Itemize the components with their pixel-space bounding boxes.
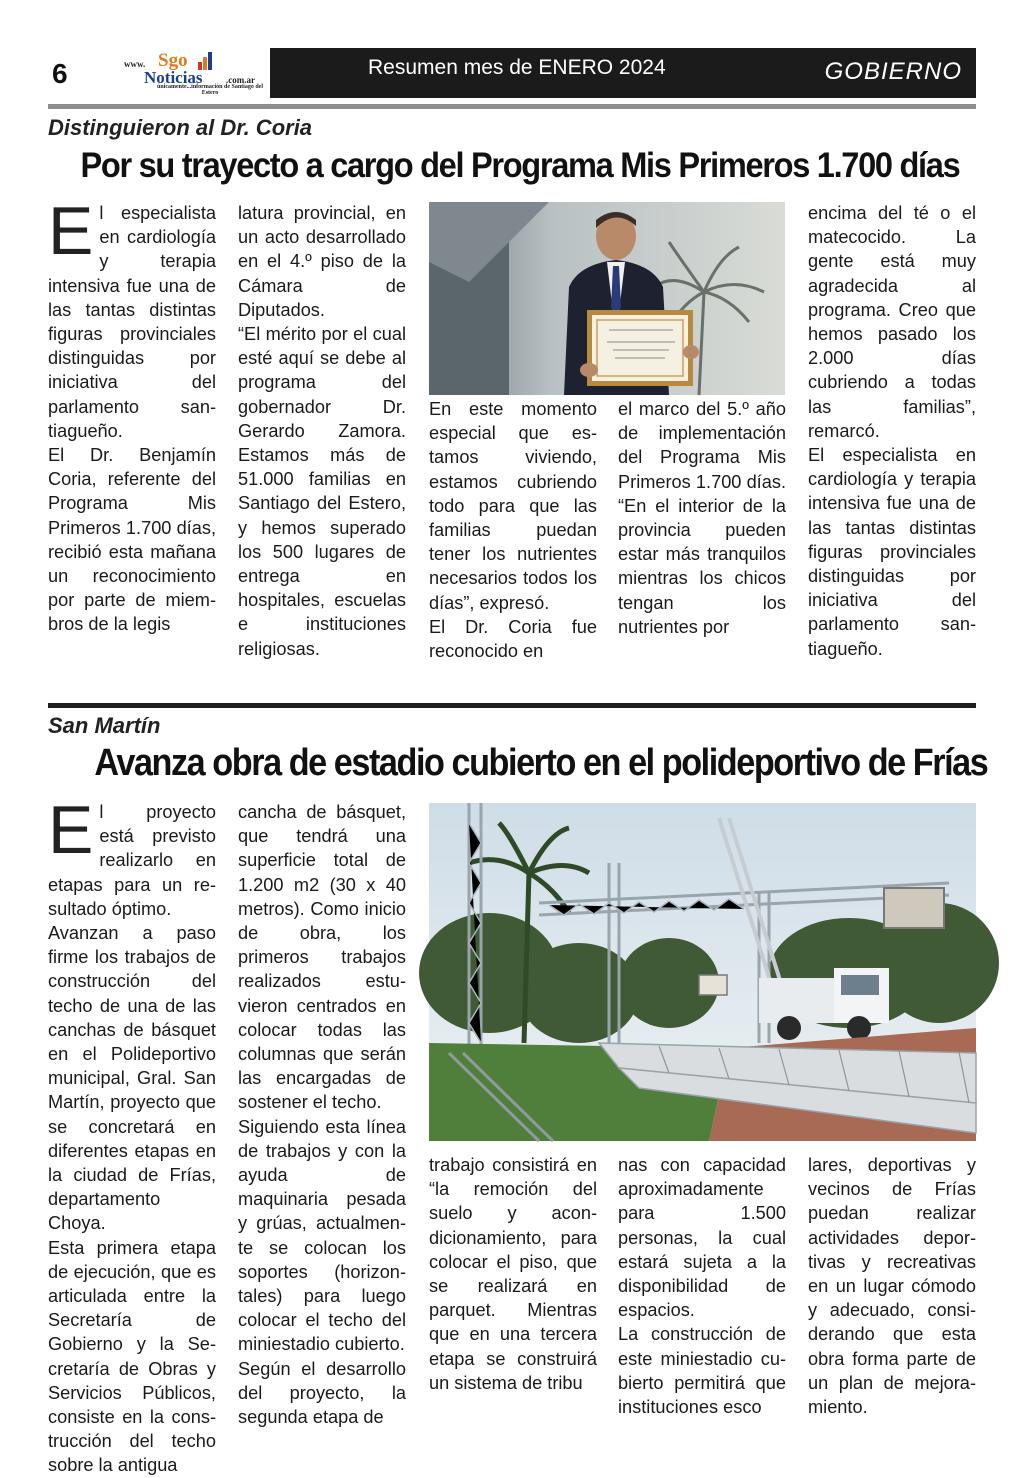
article1-paragraph: En este momento especial que estamos viviendo, estamos cubriendo todo para que las familias puedan tener los nutrientes necesarios todos los días”, expresó. [429,399,597,613]
article2-paragraph: Esta primera etapa de ejecución, que es articulada entre la Secretaría de Gobierno y la Secretaría de Obras y Servicios Públicos, consiste en la construcción del techo sobre la antigua [48,1237,216,1476]
article2-paragraph: La construcción de este miniestadio cubierto permitirá que instituciones esco [618,1324,786,1418]
article2-paragraph: Según el desarrollo del proyecto, la segunda etapa de [238,1358,406,1428]
logo-tagline: únicamente...información de Santiago del Estero [157,84,263,96]
article2-dropcap: E [48,792,94,868]
article2-headline: Avanza obra de estadio cubierto en el polideportivo de Frías [94,742,988,784]
logo-brand-top: Sgo [158,50,188,71]
article2-column-1 [48,792,216,1478]
article2-kicker: San Martín [48,713,161,738]
article2-paragraph: trabajo consistirá en “la remoción del suelo y acondicionamiento, para colocar el piso, que se realizará en parquet. Mientras que en una tercera etapa se construirá un sistema de tribu [429,1155,597,1393]
article1-column-3 [429,397,597,663]
article1-column-1 [48,193,216,637]
article1-column-2 [238,201,406,661]
article1-headline: Por su trayecto a cargo del Programa Mis Primeros 1.700 días [80,146,960,185]
article1-paragraph: El Dr. Benjamín Coria, referente del Programa Mis Primeros 1.700 días, recibió esta mañana un reconocimiento por parte de miembros de la legis [48,445,216,635]
article1-paragraph: el marco del 5.º año de implementación del Programa Mis Primeros 1.700 días. “En el interior de la provincia pueden estar más tranquilos mientras los chicos tengan los nutrientes por [618,399,786,637]
article2-column-4 [618,1153,786,1419]
page-number: 6 [52,58,68,89]
article2-column-5 [808,1153,976,1419]
article2-column-3 [429,1153,597,1395]
coria-portrait-photo [429,202,785,395]
article1-column-4 [618,397,786,639]
article2-paragraph: lares, deportivas y vecinos de Frías puedan realizar actividades deportivas y recreativas en un lugar cómodo y adecuado, considerando que esta obra forma parte de un plan de mejoramiento. [808,1155,976,1418]
logo-domain: .com.ar [226,75,255,85]
issue-month: Resumen mes de ENERO 2024 [368,56,666,79]
article1-dropcap: E [48,193,94,269]
article2-paragraph: Siguiendo esta línea de trabajos y con la ayuda de maquinaria pesada y grúas, actualmente se colocan los soportes (horizontales) para luego colocar el techo del miniestadio cubierto. [238,1116,406,1355]
article2-paragraph: Avanzan a paso firme los trabajos de construcción del techo de una de las canchas de básquet en el Polideportivo municipal, Gral. San Martín, proyecto que se concretará en diferentes etapas en la ciudad de Frías, departamento Choya. [48,923,216,1234]
article2-paragraph: nas con capacidad aproximadamente para 1.500 personas, la cual estará sujeta a la disponibilidad de espacios. [618,1155,786,1321]
section-title: GOBIERNO [824,58,962,85]
logo-brand-bottom: Noticias [144,68,203,87]
header-rule [48,104,976,109]
article1-paragraph: El especialista en cardiología y terapia intensiva fue una de las tantas distintas figuras provinciales distinguidas por iniciativa del parlamento santiagueño. [808,445,976,659]
header-bar [270,48,976,98]
article1-paragraph: latura provincial, en un acto desarrollado en el 4.º piso de la Cámara de Diputados. [238,203,406,320]
logo-www: www. [124,59,146,69]
article2-paragraph: cancha de básquet, que tendrá una superficie total de 1.200 m2 (30 x 40 metros). Como inicio de obra, los primeros trabajos realizados estuvieron centrados en colocar todas las columnas que serán las encargadas de sostener el techo. [238,802,406,1113]
article1-paragraph: l especialista en cardiología y terapia intensiva fue una de las tantas distintas figuras provinciales distinguidas por iniciativa del parlamento santiagueño. [48,203,216,441]
article1-column-5 [808,201,976,661]
article1-kicker: Distinguieron al Dr. Coria [48,115,313,140]
article1-paragraph: “El mérito por el cual esté aquí se debe al programa del gobernador Dr. Gerardo Zamora. Estamos más de 51.000 familias en Santiago del Estero, y hemos superado los 500 lugares de entrega en hospitales, escuelas e instituciones religiosas. [238,324,406,659]
article1-paragraph: encima del té o el matecocido. La gente está muy agradecida al programa. Creo que hemos pasado los 2.000 días cubriendo a todas las familias”, remarcó. [808,203,976,441]
article2-column-2 [238,800,406,1429]
article1-paragraph: El Dr. Coria fue reconocido en [429,616,597,662]
article-divider [48,703,976,708]
stadium-construction-photo [429,803,976,1141]
article2-paragraph: l proyecto está previsto realizarlo en etapas para un resultado óptimo. [48,802,216,919]
page-header [48,48,976,98]
